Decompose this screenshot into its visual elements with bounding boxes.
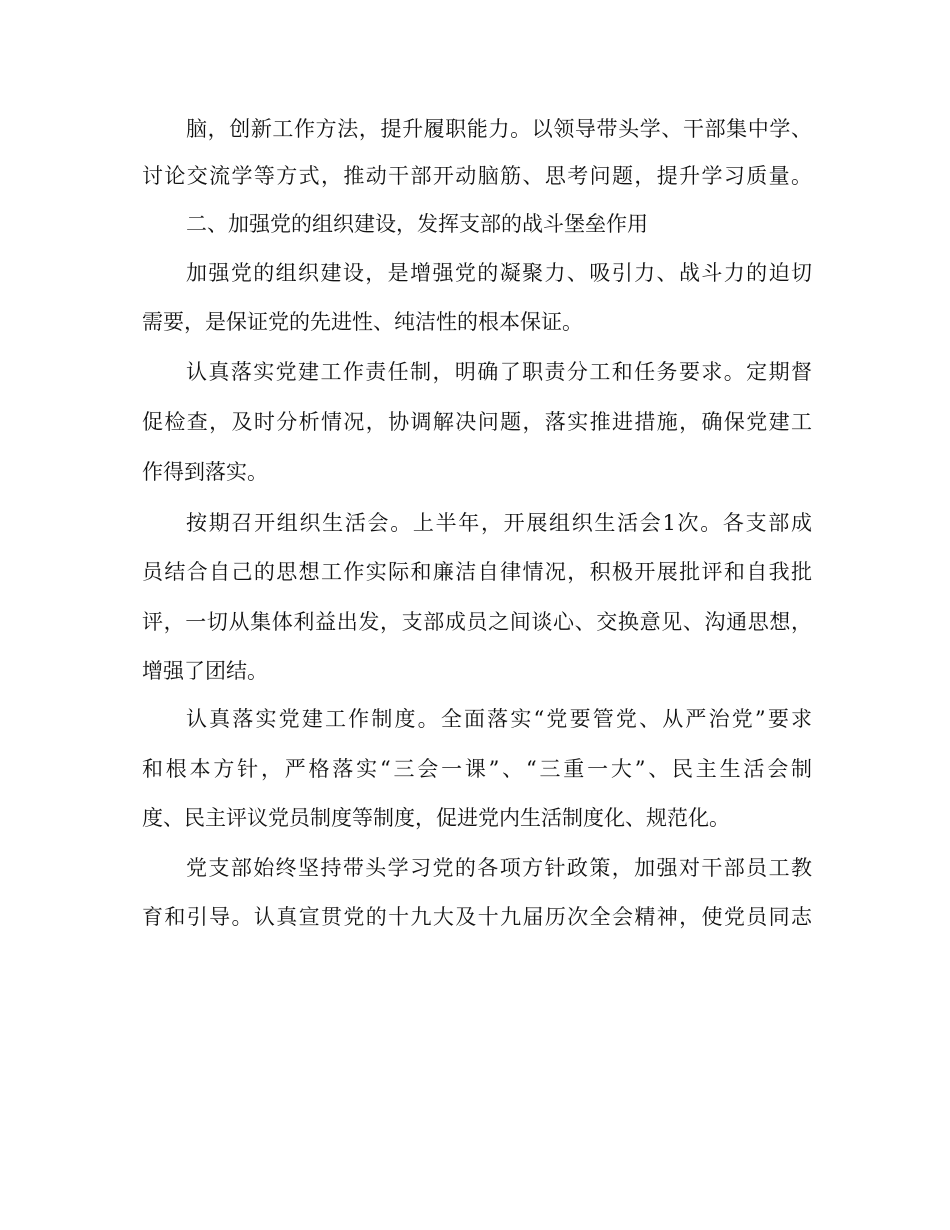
paragraph-line: 评，一切从集体利益出发，支部成员之间谈心、交换意见、沟通思想， <box>142 610 812 634</box>
paragraph-line: 育和引导。认真宣贯党的十九大及十九届历次全会精神，使党员同志 <box>142 905 812 929</box>
paragraph-line: 按期召开组织生活会。上半年，开展组织生活会1次。各支部成 <box>186 511 812 535</box>
paragraph-line: 作得到落实。 <box>142 460 268 484</box>
paragraph-line: 讨论交流学等方式，推动干部开动脑筋、思考问题，提升学习质量。 <box>142 164 812 188</box>
paragraph-line: 认真落实党建工作责任制，明确了职责分工和任务要求。定期督 <box>186 360 812 384</box>
paragraph-line: 促检查，及时分析情况，协调解决问题，落实推进措施，确保党建工 <box>142 410 812 434</box>
paragraph-line: 加强党的组织建设，是增强党的凝聚力、吸引力、战斗力的迫切 <box>186 261 812 285</box>
paragraph-line: 和根本方针，严格落实“三会一课”、“三重一大”、民主生活会制 <box>142 757 812 781</box>
paragraph-line: 认真落实党建工作制度。全面落实“党要管党、从严治党”要求 <box>186 707 812 731</box>
paragraph-line: 员结合自己的思想工作实际和廉洁自律情况，积极开展批评和自我批 <box>142 560 812 584</box>
paragraph-line: 党支部始终坚持带头学习党的各项方针政策，加强对干部员工教 <box>186 856 812 880</box>
paragraph-line: 需要，是保证党的先进性、纯洁性的根本保证。 <box>142 310 583 334</box>
section-heading: 二、加强党的组织建设，发挥支部的战斗堡垒作用 <box>186 212 648 236</box>
paragraph-line: 度、民主评议党员制度等制度，促进党内生活制度化、规范化。 <box>142 806 730 830</box>
paragraph-line: 增强了团结。 <box>142 659 268 683</box>
paragraph-line: 脑，创新工作方法，提升履职能力。以领导带头学、干部集中学、 <box>186 117 812 141</box>
